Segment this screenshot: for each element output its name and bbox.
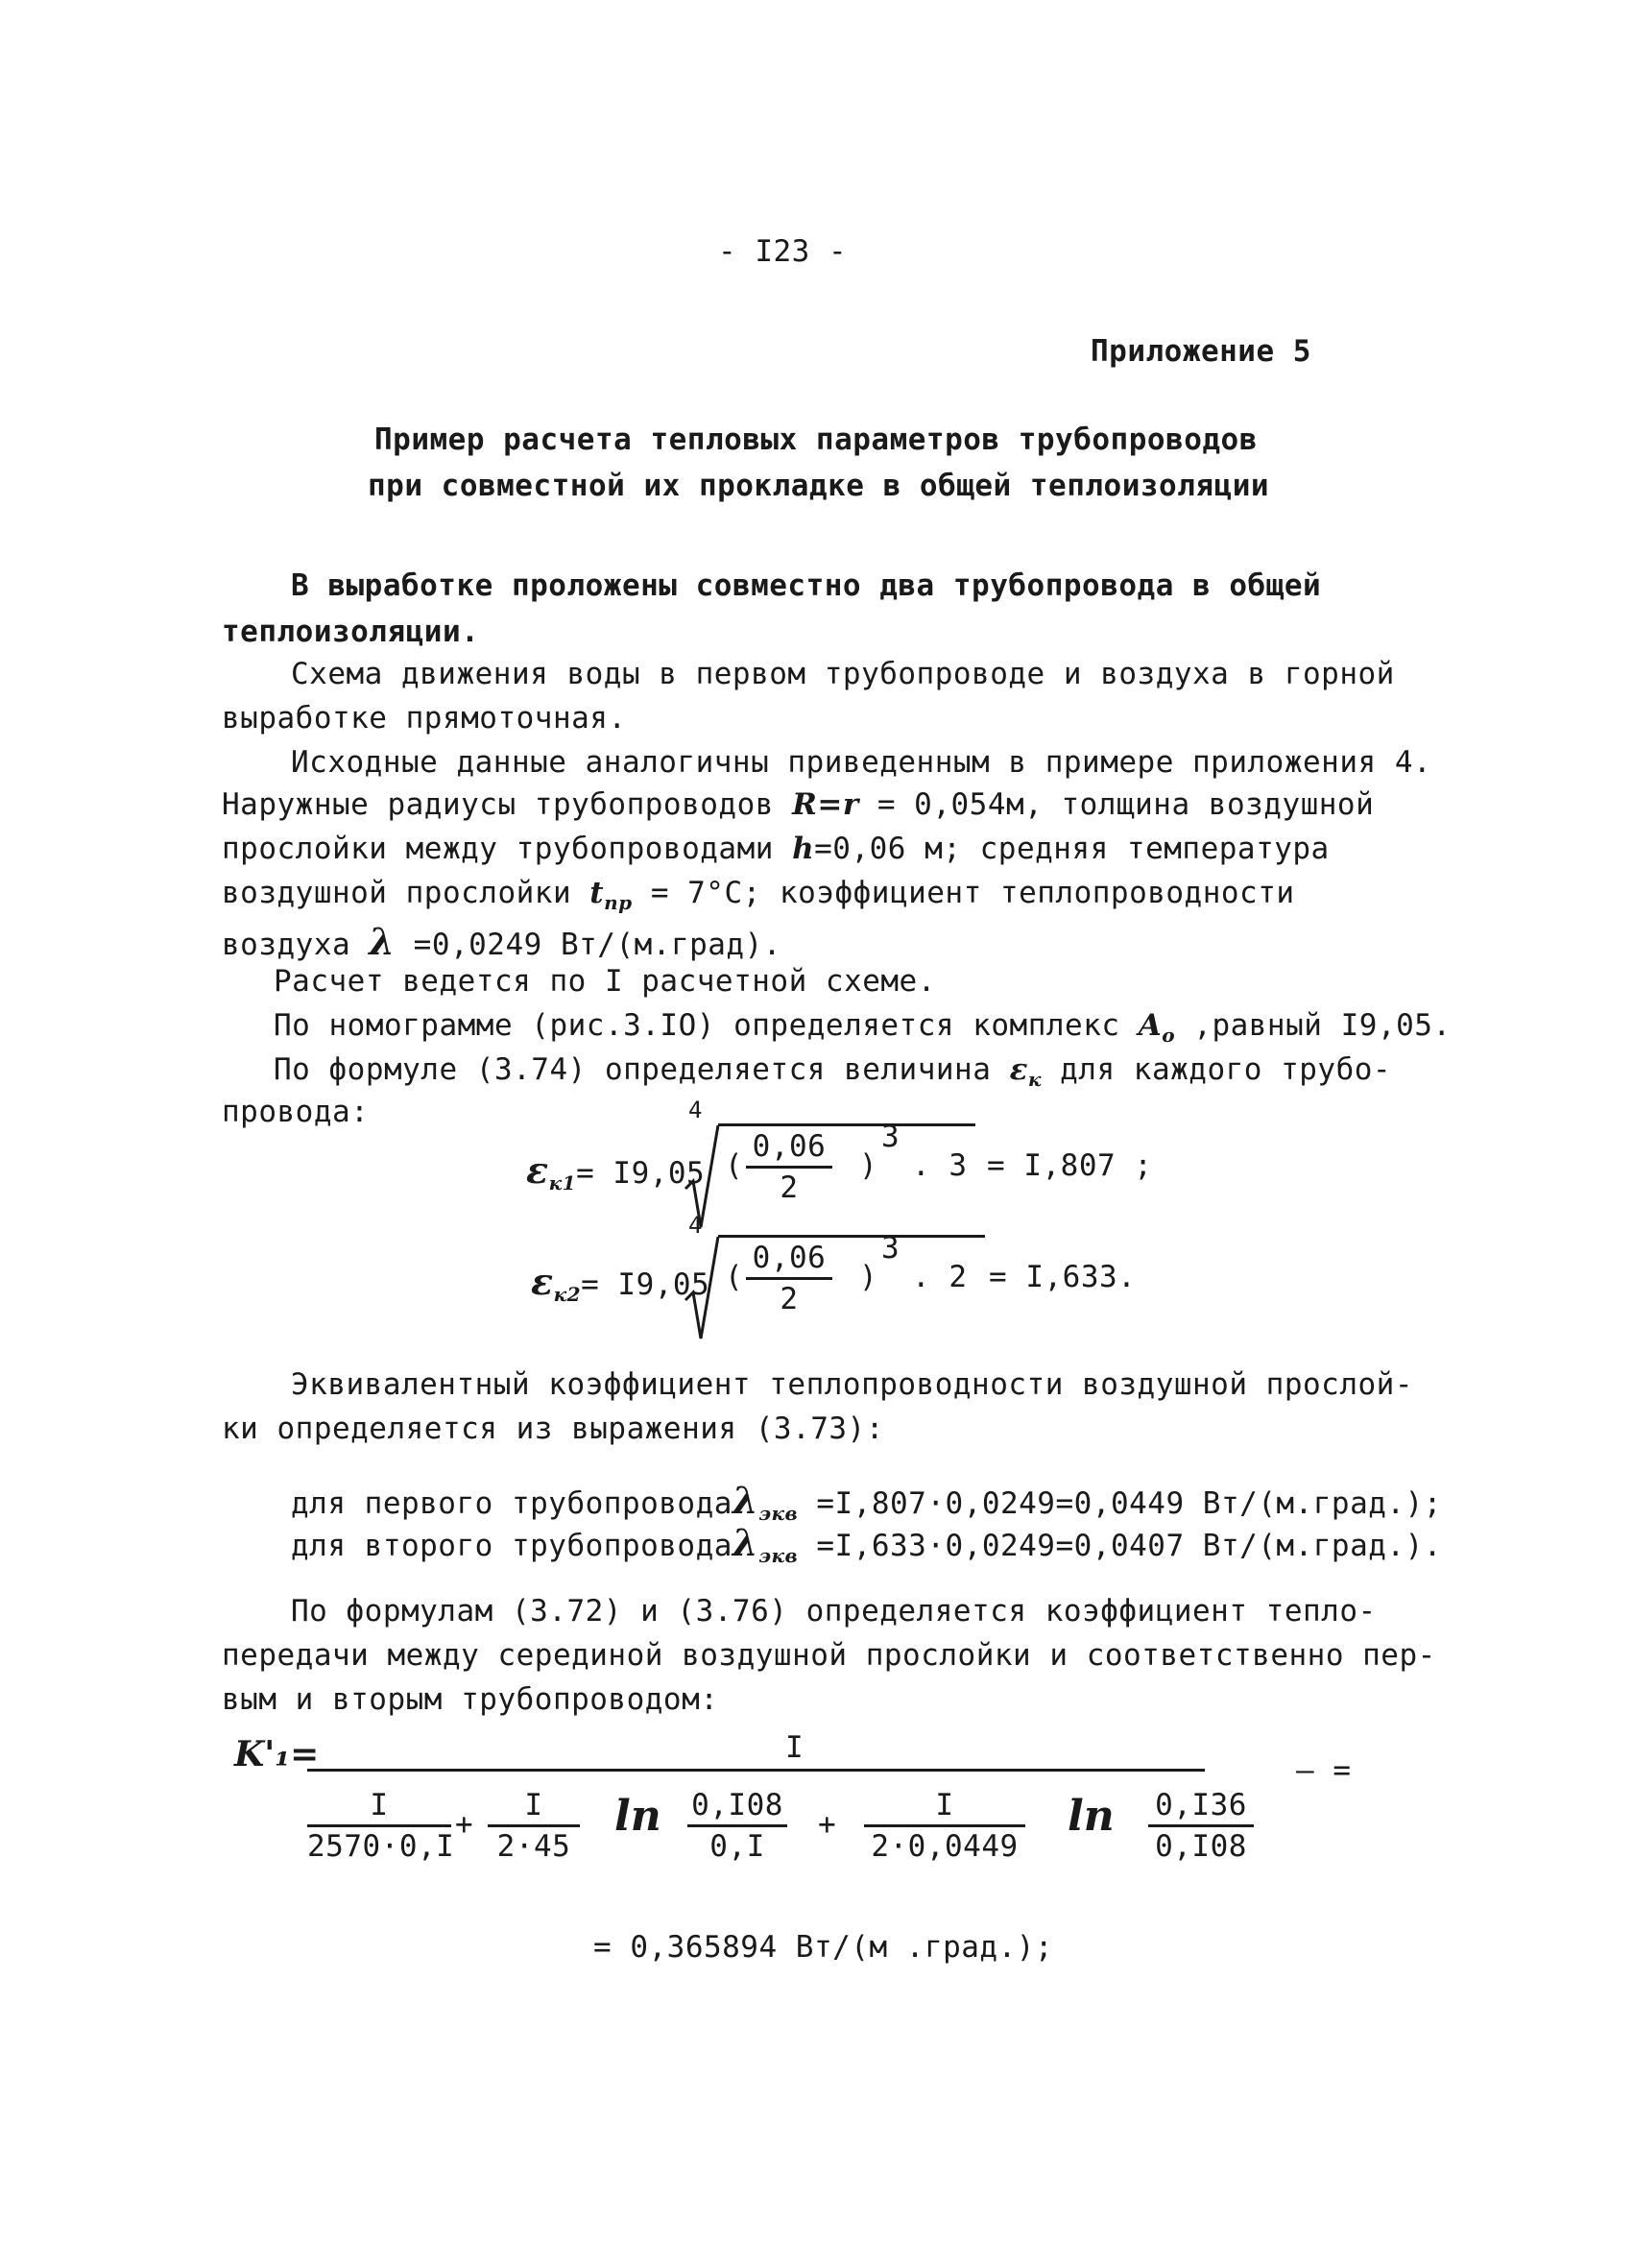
eq2-open-paren: ( [725,1260,744,1294]
fraction-bar [746,1277,832,1280]
paragraph-4: Расчет ведется по I расчетной схеме. [274,964,936,999]
eq1-multiplier: . 3 [912,1148,968,1183]
paragraph-8-line-2 [291,1521,1442,1567]
eq2-numerator: 0,06 [752,1241,827,1275]
text: =I,807·0,0249=0,0449 Вт/(м.град.); [816,1486,1442,1521]
epsilon-symbol: ε [1009,1052,1028,1087]
eq1-close-paren: ) [859,1148,878,1183]
radius-symbol: R=r [792,787,859,822]
eq1-result: = I,807 ; [987,1148,1153,1183]
eq1-root-index: 4 [688,1097,703,1123]
lambda-symbol: λ [732,1479,759,1522]
eq2-power: 3 [881,1231,901,1266]
eq3-trailing: — = [1296,1753,1352,1788]
eq2-radical-bar [718,1235,985,1238]
epsilon-subscript: к [1027,1068,1042,1092]
paragraph-3-line-4 [222,876,1295,914]
eq3-f5-numerator: 0,I36 [1155,1788,1247,1822]
thickness-symbol: h [792,832,815,866]
paragraph-9-line-1: По формулам (3.72) и (3.76) определяется коэффициент тепло- [291,1594,1377,1629]
paragraph-9-line-2: передачи между серединой воздушной прослойки и соответственно пер- [222,1638,1436,1673]
text: =0,0249 Вт/(м.град). [413,928,781,962]
eq2-multiplier: . 2 [912,1260,968,1294]
eq3-f3-numerator: 0,I08 [691,1788,783,1822]
eq3-fraction-5 [1148,1788,1254,1864]
eq3-plus-2: + [818,1807,837,1842]
fraction-bar [687,1824,787,1827]
eq3-f1-denominator: 2570·0,I [307,1829,455,1864]
text: =0,06 м; средняя температура [814,832,1330,866]
paragraph-3-line-2 [222,787,1374,822]
paragraph-3-line-1: Исходные данные аналогичны приведенным в примере приложения 4. [291,745,1432,780]
eq1-equals: = [576,1156,595,1191]
text: = 0,054м, толщина воздушной [877,787,1375,822]
paragraph-9-line-3: вым и вторым трубопроводом: [222,1682,719,1717]
complex-symbol: A [1138,1008,1163,1043]
temperature-symbol: t [589,876,605,910]
lambda-subscript: экв [758,1544,799,1568]
paragraph-1-line-1: В выработке проложены совместно два трубопровода в общей [291,568,1322,603]
title-line-1: Пример расчета тепловых параметров трубопроводов [374,422,1258,457]
eq2-coefficient: I9,05 [617,1267,710,1302]
paragraph-3-line-5 [222,920,781,963]
paragraph-2-line-2: выработке прямоточная. [222,701,627,736]
text: =I,633·0,0249=0,0407 Вт/(м.град.). [816,1529,1442,1563]
eq3-f1-numerator: I [370,1788,389,1822]
temperature-subscript: пр [604,891,633,915]
text: По формуле (3.74) определяется величина [274,1052,992,1087]
paragraph-8-line-1 [291,1479,1442,1525]
eq3-equals: = [290,1734,320,1774]
eq3-fraction-3 [687,1788,787,1864]
paragraph-7-line-1: Эквивалентный коэффициент теплопроводности воздушной прослой- [291,1367,1413,1402]
eq3-plus-1: + [455,1807,474,1842]
paragraph-6-line-2: провода: [222,1095,370,1129]
eq2-equals: = [581,1267,600,1302]
eq3-fraction-1 [307,1788,455,1864]
fraction-bar [746,1166,832,1169]
eq3-top-numerator: I [785,1730,804,1765]
text: воздуха [222,928,351,962]
text: ,равный I9,05. [1193,1008,1452,1043]
eq3-ln-2: ln [1068,1792,1115,1841]
eq1-open-paren: ( [725,1148,744,1183]
eq1-lhs [526,1148,705,1194]
eq3-f2-numerator: I [524,1788,543,1822]
eq1-numerator: 0,06 [752,1129,827,1164]
eq3-f3-denominator: 0,I [709,1829,765,1864]
eq1-denominator: 2 [780,1170,799,1205]
epsilon-symbol: ε [526,1148,549,1192]
fraction-bar [307,1824,451,1827]
eq1-coefficient: I9,05 [612,1156,706,1191]
page-number: - I23 - [718,234,848,269]
complex-subscript: o [1162,1024,1176,1048]
fraction-bar [488,1824,580,1827]
text: По номограмме (рис.3.IO) определяется комплекс [274,1008,1120,1043]
eq1-power: 3 [881,1120,901,1154]
eq3-f4-numerator: I [935,1788,954,1822]
eq2-result: = I,633. [989,1260,1137,1294]
eq2-root-index: 4 [688,1212,703,1239]
eq2-lhs-subscript: к2 [553,1283,582,1307]
eq1-lhs-subscript: к1 [548,1171,577,1195]
eq3-lhs [234,1734,319,1774]
eq3-fraction-2 [488,1788,580,1864]
paragraph-7-line-2: ки определяется из выражения (3.73): [222,1411,884,1446]
eq3-f5-denominator: 0,I08 [1155,1829,1247,1864]
text: = 7°C; коэффициент теплопроводности [650,876,1295,910]
text: для каждого трубо- [1060,1052,1392,1087]
paragraph-2-line-1: Схема движения воды в первом трубопроводе и воздуха в горной [291,657,1395,691]
appendix-label: Приложение 5 [1091,334,1311,369]
eq2-denominator: 2 [780,1282,799,1316]
paragraph-6-line-1 [274,1052,1391,1091]
paragraph-1-line-2: теплоизоляции. [222,615,480,649]
text: Наружные радиусы трубопроводов [222,787,774,822]
eq3-f4-denominator: 2·0,0449 [871,1829,1019,1864]
eq3-result: = 0,365894 Вт/(м .град.); [593,1930,1054,1965]
fraction-bar [1148,1824,1254,1827]
text: для первого трубопровода [291,1486,732,1521]
eq3-ln-1: ln [614,1792,661,1841]
eq1-fraction [746,1129,832,1205]
lambda-symbol: λ [732,1521,759,1564]
paragraph-3-line-3 [222,832,1330,866]
eq3-f2-denominator: 2·45 [496,1829,571,1864]
eq3-lhs-symbol: K'₁ [234,1734,291,1774]
eq1-radical-bar [718,1123,975,1126]
eq3-fraction-4 [864,1788,1025,1864]
lambda-symbol: λ [369,920,396,963]
paragraph-5 [274,1008,1452,1047]
lambda-subscript: экв [758,1502,799,1526]
fraction-bar [864,1824,1025,1827]
eq2-radical-sign [684,1233,720,1348]
text: для второго трубопровода [291,1529,732,1563]
eq2-close-paren: ) [859,1260,878,1294]
title-line-2: при совместной их прокладке в общей теплоизоляции [368,469,1270,503]
text: воздушной прослойки [222,876,572,910]
eq3-main-fraction-bar [307,1769,1205,1772]
eq2-fraction [746,1241,832,1316]
text: прослойки между трубопроводами [222,832,774,866]
epsilon-symbol: ε [531,1260,554,1303]
